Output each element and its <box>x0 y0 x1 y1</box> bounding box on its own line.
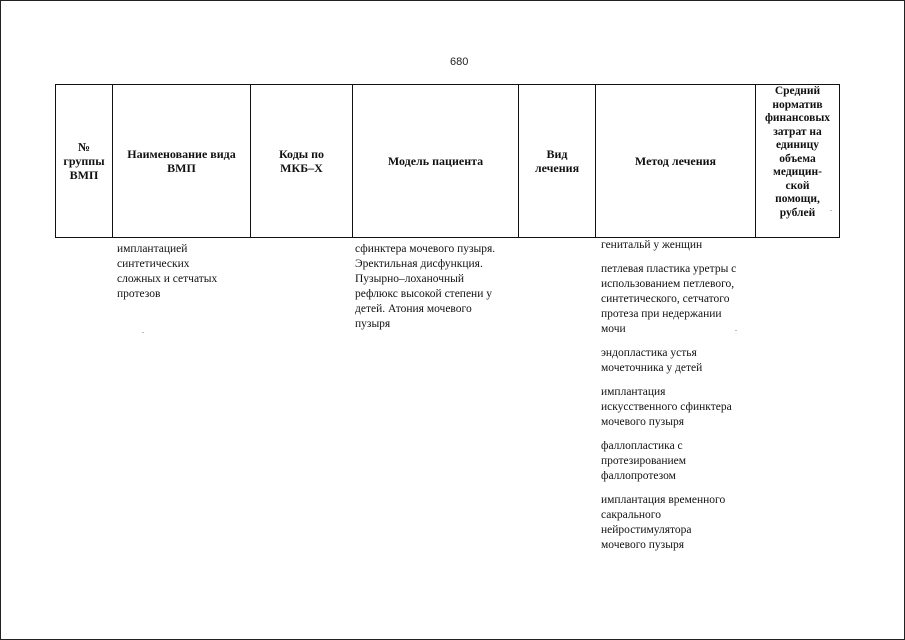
header-treatment-method-label: Метод лечения <box>634 154 717 168</box>
cell-patient-model: сфинктера мочевого пузыря. Эректильная дисфункция. Пузырно–лоханочный рефлюкс высокой степени у детей. Атония мочевого пузыря <box>355 243 496 330</box>
method-item: имплантация искусственного сфинктера мочевого пузыря <box>601 386 732 428</box>
page-number: 680 <box>450 56 469 68</box>
header-treatment-type <box>518 85 595 237</box>
scan-speck <box>735 330 737 331</box>
method-item: имплантация временного сакрального нейростимулятора мочевого пузыря <box>601 494 726 551</box>
method-item: петлевая пластика уретры с использованием петлевого, синтетического, сетчатого протеза при недержании мочи <box>601 263 737 335</box>
header-treatment-method <box>595 85 755 237</box>
header-vmp-name <box>112 85 250 237</box>
method-item: фаллопластика с протезированием фаллопротезом <box>601 440 687 482</box>
scan-speck <box>142 332 144 333</box>
method-item: эндопластика устья мочеточника у детей <box>601 347 703 374</box>
header-group-number-label: № группы ВМП <box>63 140 105 182</box>
cell-treatment-methods <box>601 238 761 562</box>
header-icd-codes-label: Коды по МКБ–Х <box>278 147 325 175</box>
header-group-number <box>55 85 112 237</box>
header-cost-standard <box>755 85 840 237</box>
header-patient-model-label: Модель пациента <box>387 154 484 168</box>
header-vmp-name-label: Наименование вида ВМП <box>127 147 236 175</box>
header-icd-codes <box>250 85 352 237</box>
header-patient-model <box>352 85 518 237</box>
cell-vmp-name: имплантацией синтетических сложных и сетчатых протезов <box>117 243 218 300</box>
scan-speck <box>830 210 832 211</box>
header-cost-standard-label: Средний норматив финансовых затрат на единицу объема медицин- ской помощи, рублей <box>764 85 831 219</box>
header-treatment-type-label: Вид лечения <box>534 147 580 175</box>
method-item: генитальй у женщин <box>601 239 703 251</box>
table-header-row <box>55 84 840 238</box>
